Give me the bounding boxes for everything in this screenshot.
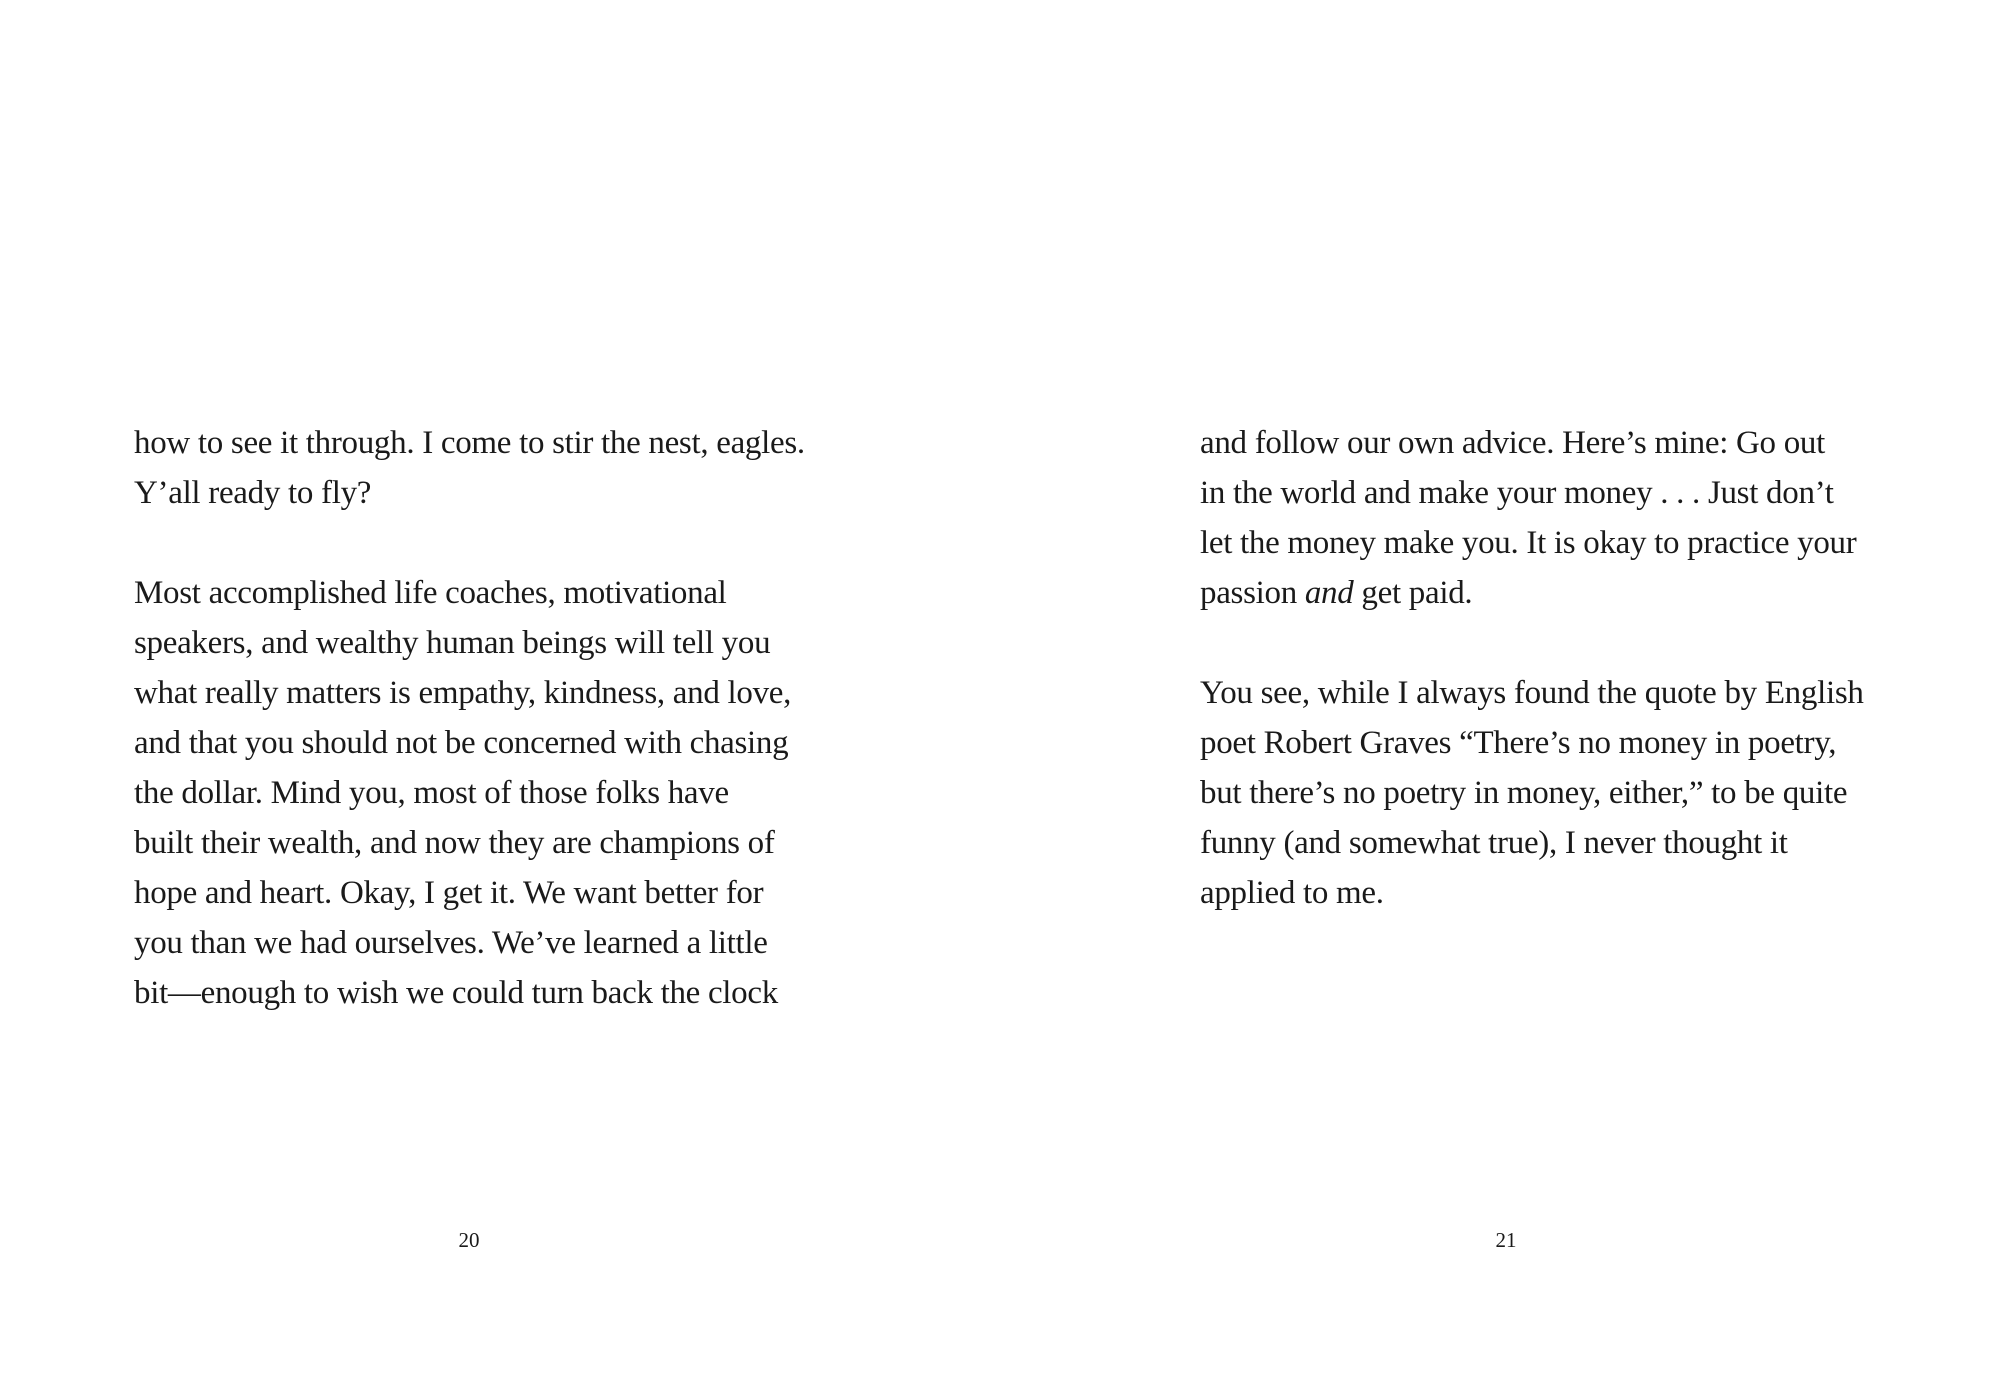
text-segment: passion bbox=[1200, 575, 1305, 611]
text-line: what really matters is empathy, kindness, and love, bbox=[134, 675, 792, 711]
text-line: applied to me. bbox=[1200, 875, 1384, 911]
text-line: how to see it through. I come to stir the nest, eagles. bbox=[134, 425, 805, 461]
emphasis-text: and bbox=[1304, 575, 1354, 611]
text-line: and follow our own advice. Here’s mine: Go out bbox=[1200, 425, 1825, 461]
text-line: in the world and make your money . . . Just don’t bbox=[1200, 475, 1834, 511]
text-line: poet Robert Graves “There’s no money in poetry, bbox=[1200, 725, 1837, 761]
text-line: and that you should not be concerned with chasing bbox=[134, 725, 789, 761]
text-line bbox=[1200, 568, 1920, 618]
text-line: you than we had ourselves. We’ve learned a little bbox=[134, 925, 768, 961]
paragraph bbox=[134, 568, 854, 1018]
text-line: funny (and somewhat true), I never thought it bbox=[1200, 825, 1788, 861]
text-line: hope and heart. Okay, I get it. We want better for bbox=[134, 875, 764, 911]
text-line: the dollar. Mind you, most of those folks have bbox=[134, 775, 729, 811]
page-number: 20 bbox=[458, 1228, 480, 1252]
paragraph bbox=[134, 418, 854, 518]
text-line: but there’s no poetry in money, either,” to be quite bbox=[1200, 775, 1848, 811]
page-number: 21 bbox=[1495, 1228, 1517, 1252]
text-line: Most accomplished life coaches, motivational bbox=[134, 575, 727, 611]
text-line: speakers, and wealthy human beings will tell you bbox=[134, 625, 771, 661]
text-line: Y’all ready to fly? bbox=[134, 475, 372, 511]
text-line: bit—enough to wish we could turn back the clock bbox=[134, 975, 778, 1011]
left-page-body bbox=[134, 418, 854, 1068]
text-line: built their wealth, and now they are champions of bbox=[134, 825, 775, 861]
text-line: let the money make you. It is okay to practice your bbox=[1200, 525, 1857, 561]
text-line: You see, while I always found the quote by English bbox=[1200, 675, 1864, 711]
paragraph bbox=[1200, 668, 1920, 918]
text-segment: get paid. bbox=[1353, 575, 1473, 611]
paragraph bbox=[1200, 418, 1920, 618]
right-page bbox=[1002, 0, 2004, 1400]
right-page-body bbox=[1200, 418, 1920, 968]
